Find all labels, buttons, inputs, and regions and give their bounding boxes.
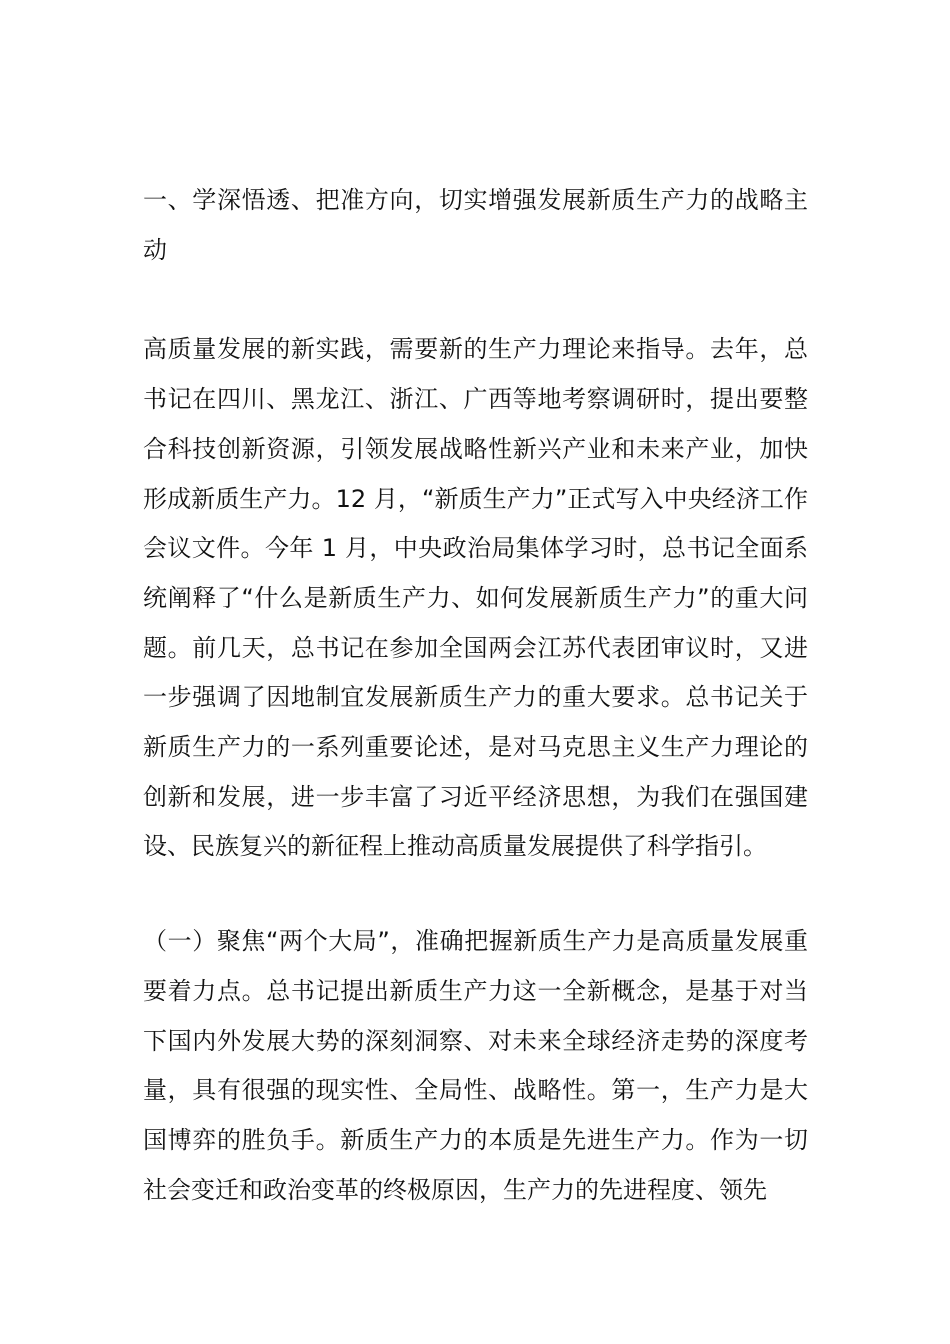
document-body [143,176,808,1260]
paragraph-2: （一）聚焦“两个大局”，准确把握新质生产力是高质量发展重要着力点。总书记提出新质生产力这一全新概念，是基于对当下国内外发展大势的深刻洞察、对未来全球经济走势的深度考量，具有很强的现实性、全局性、战略性。第一，生产力是大国博弈的胜负手。新质生产力的本质是先进生产力。作为一切社会变迁和政治变革的终极原因，生产力的先进程度、领先 [143,927,808,1204]
section-heading: 一、学深悟透、把准方向，切实增强发展新质生产力的战略主动 [143,186,808,264]
paragraph-1: 高质量发展的新实践，需要新的生产力理论来指导。去年，总书记在四川、黑龙江、浙江、广西等地考察调研时，提出要整合科技创新资源，引领发展战略性新兴产业和未来产业，加快形成新质生产力。12 月，“新质生产力”正式写入中央经济工作会议文件。今年 1 月，中央政治局集体学习时，总书记全面系统阐释了“什么是新质生产力、如何发展新质生产力”的重大问题。前几天，总书记在参加全国两会江苏代表团审议时，又进一步强调了因地制宜发展新质生产力的重大要求。总书记关于新质生产力的一系列重要论述，是对马克思主义生产力理论的创新和发展，进一步丰富了习近平经济思想，为我们在强国建设、民族复兴的新征程上推动高质量发展提供了科学指引。 [143,335,808,861]
